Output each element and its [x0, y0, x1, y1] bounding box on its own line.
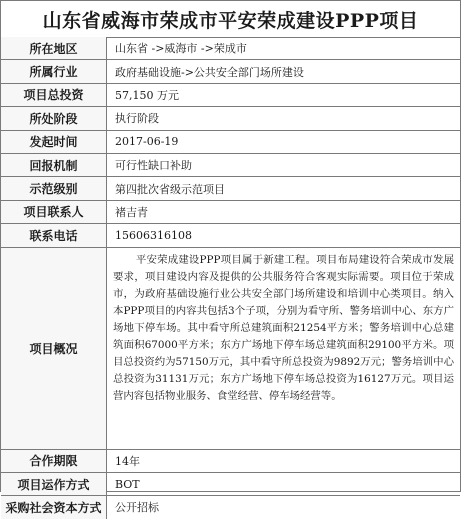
value-region: 山东省 ->威海市 ->荣成市 — [107, 37, 461, 60]
label-contact-phone: 联系电话 — [1, 224, 107, 247]
value-total-investment: 57,150 万元 — [107, 83, 461, 106]
row-procurement-method — [1, 496, 460, 519]
row-contact-phone — [1, 224, 460, 247]
label-start-date: 发起时间 — [1, 130, 107, 153]
row-operation-mode — [1, 472, 460, 495]
row-start-date — [1, 130, 460, 153]
row-total-investment — [1, 83, 460, 106]
row-contact-person — [1, 200, 460, 223]
project-info-table — [1, 37, 460, 519]
label-contact-person: 项目联系人 — [1, 200, 107, 223]
value-operation-mode: BOT — [107, 472, 461, 495]
label-demo-level: 示范级别 — [1, 177, 107, 200]
row-cooperation-period — [1, 449, 460, 472]
value-procurement-method: 公开招标 — [107, 496, 461, 519]
label-cooperation-period: 合作期限 — [1, 449, 107, 472]
value-industry: 政府基础设施->公共安全部门场所建设 — [107, 60, 461, 83]
value-overview: 平安荣成建设PPP项目属于新建工程。项目布局建设符合荣成市发展要求，项目建设内容及提供的公共服务符合客观实际需要。项目位于荣成市，为政府基础设施行业公共安全部门场所建设和培训中心类项目。纳入本PPP项目的内容共包括3个子项，分别为看守所、警务培训中心、东方广场地下停车场。其中看守所总建筑面积21254平方米；警务培训中心总建筑面积67000平方米；东方广场地下停车场总建筑面积29100平方米。项目总投资约为57150万元，其中看守所总投资为9892万元；警务培训中心总投资为31131万元；东方广场地下停车场总投资为16127万元。项目运营内容包括物业服务、食堂经营、停车场经营等。 — [107, 247, 461, 449]
page-title: 山东省威海市荣成市平安荣成建设PPP项目 — [1, 1, 460, 38]
label-stage: 所处阶段 — [1, 107, 107, 130]
label-return-mechanism: 回报机制 — [1, 153, 107, 176]
value-demo-level: 第四批次省级示范项目 — [107, 177, 461, 200]
label-overview: 项目概况 — [1, 247, 107, 449]
label-total-investment: 项目总投资 — [1, 83, 107, 106]
label-region: 所在地区 — [1, 37, 107, 60]
row-industry — [1, 60, 460, 83]
value-start-date: 2017-06-19 — [107, 130, 461, 153]
row-demo-level — [1, 177, 460, 200]
row-stage — [1, 107, 460, 130]
row-return-mechanism — [1, 153, 460, 176]
value-stage: 执行阶段 — [107, 107, 461, 130]
value-return-mechanism: 可行性缺口补助 — [107, 153, 461, 176]
row-region — [1, 37, 460, 60]
value-contact-person: 褚吉青 — [107, 200, 461, 223]
label-procurement-method: 采购社会资本方式 — [1, 496, 107, 519]
label-operation-mode: 项目运作方式 — [1, 472, 107, 495]
label-industry: 所属行业 — [1, 60, 107, 83]
value-contact-phone: 15606316108 — [107, 224, 461, 247]
row-overview — [1, 247, 460, 449]
value-cooperation-period: 14年 — [107, 449, 461, 472]
